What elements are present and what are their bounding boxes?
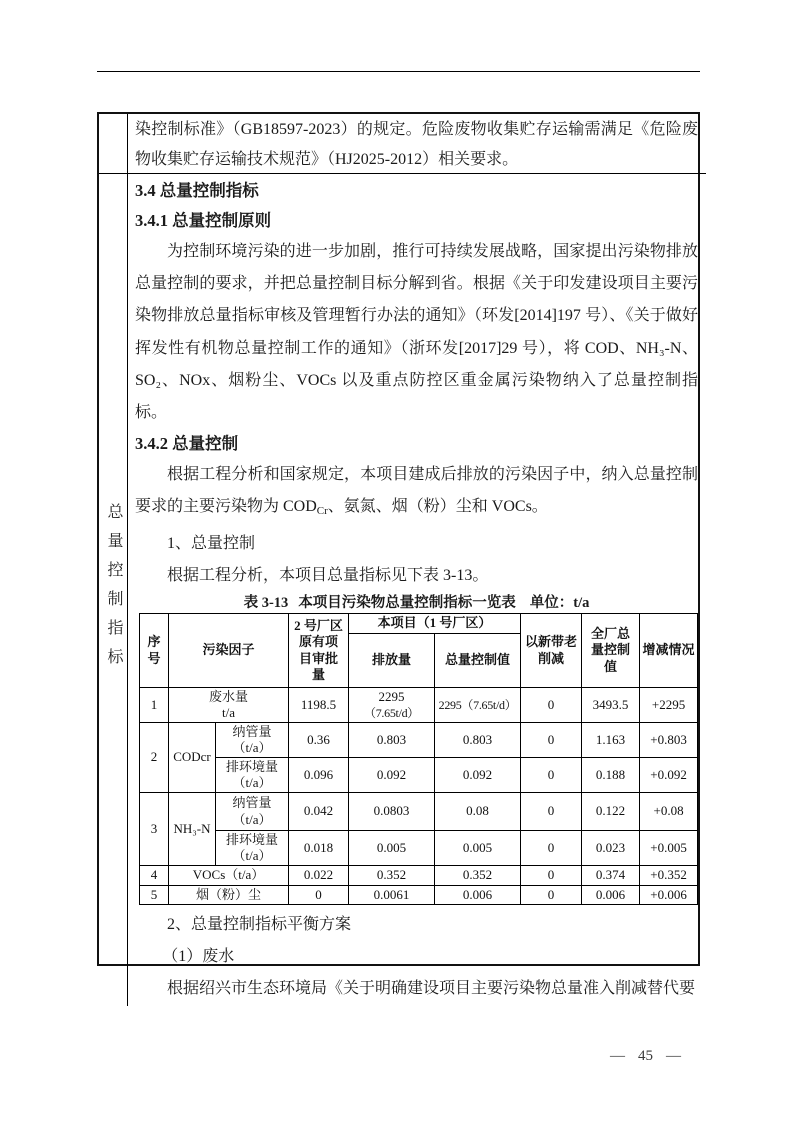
- r3b-control: 0.005: [435, 831, 521, 866]
- r2a-offset: 0: [521, 723, 582, 758]
- r5-emission: 0.0061: [349, 886, 435, 905]
- r5-seq: 5: [140, 886, 169, 905]
- r2a-emission: 0.803: [349, 723, 435, 758]
- r5-factor: 烟（粉）尘: [169, 886, 289, 905]
- r1-emission: [349, 688, 435, 723]
- r3b-plant-total: 0.023: [582, 831, 640, 866]
- r3a-type: 纳管量（t/a）: [216, 793, 289, 831]
- page-number-value: 45: [638, 1048, 653, 1064]
- sidebar-cell: [99, 174, 128, 1006]
- table-row-nh3n-pipe: [140, 793, 698, 831]
- header-project-group: 本项目（1 号厂区）: [349, 614, 521, 634]
- r2b-emission: 0.092: [349, 758, 435, 793]
- heading-3-4-2: 3.4.2 总量控制: [135, 434, 239, 454]
- r5-control: 0.006: [435, 886, 521, 905]
- r3b-approved: 0.018: [289, 831, 349, 866]
- r3a-plant-total: 0.122: [582, 793, 640, 831]
- r1-factor-name: 废水量: [209, 688, 249, 704]
- table-row-nh3n-env: [140, 831, 698, 866]
- r3a-approved: 0.042: [289, 793, 349, 831]
- r2a-approved: 0.36: [289, 723, 349, 758]
- list-item-1: 1、总量控制: [167, 534, 256, 552]
- r3-name: NH₃-N: [169, 793, 216, 866]
- r2a-change: +0.803: [640, 723, 698, 758]
- r1-emission-daily: （7.65t/d）: [364, 706, 419, 721]
- r5-change: +0.006: [640, 886, 698, 905]
- r1-factor: [169, 688, 289, 723]
- paragraph-total-control-tail: 、氨氮、烟（粉）尘和 VOCs。: [327, 498, 548, 516]
- page-number-dash-left: —: [610, 1048, 625, 1064]
- header-approved: 2 号厂区原有项目审批量: [289, 614, 349, 688]
- r4-offset: 0: [521, 866, 582, 886]
- heading-3-4-1: 3.4.1 总量控制原则: [135, 211, 272, 230]
- r3b-change: +0.005: [640, 831, 698, 866]
- outer-cell-top-left: [99, 114, 128, 174]
- r3b-type: 排环境量（t/a）: [216, 831, 289, 866]
- table-3-13-caption: [135, 594, 698, 612]
- page-number-dash-right: —: [666, 1048, 681, 1064]
- r3a-change: +0.08: [640, 793, 698, 831]
- table-3-13: [139, 613, 698, 905]
- r3a-emission: 0.0803: [349, 793, 435, 831]
- r1-approved: 1198.5: [289, 688, 349, 723]
- r1-offset: 0: [521, 688, 582, 723]
- header-emission: 排放量: [349, 634, 435, 688]
- r4-factor: VOCs（t/a）: [169, 866, 289, 886]
- r1-plant-total: 3493.5: [582, 688, 640, 723]
- table-row-wastewater: [140, 688, 698, 723]
- table-row-dust: [140, 886, 698, 905]
- r1-factor-unit: t/a: [222, 705, 235, 721]
- outer-layout-table: [97, 112, 700, 998]
- table-title-text: 本项目污染物总量控制指标一览表: [298, 595, 516, 612]
- r1-change: +2295: [640, 688, 698, 723]
- r3-seq: 3: [140, 793, 169, 866]
- table-row-codcr-pipe: [140, 723, 698, 758]
- r2-name: CODcr: [169, 723, 216, 793]
- table-unit-label: 单位：t/a: [529, 595, 590, 612]
- r4-approved: 0.022: [289, 866, 349, 886]
- r2b-type: 排环境量（t/a）: [216, 758, 289, 793]
- paragraph-principle: 为控制环境污染的进一步加剧，推行可持续发展战略，国家提出污染物排放总量控制的要求，并把总量控制目标分解到省。根据《关于印发建设项目主要污染物排放总量指标审核及管理暂行办法的通知》（环发[2014]197 号）、《关于做好挥发性有机物总量控制工作的通知》（浙环发[2017]29 号），将 COD、NH₃-N、SO₂、NOx、烟粉尘、VOCs 以及重点防控区重金属污染物纳入了总量控制指标。: [135, 243, 699, 422]
- list-item-2: 2、总量控制指标平衡方案: [167, 916, 352, 934]
- r3b-emission: 0.005: [349, 831, 435, 866]
- r2b-change: +0.092: [640, 758, 698, 793]
- r4-plant-total: 0.374: [582, 866, 640, 886]
- page-number: [610, 1048, 681, 1065]
- list-item-2-1: （1）废水: [162, 948, 235, 966]
- r1-control: 2295（7.65t/d）: [435, 688, 521, 723]
- r2a-control: 0.803: [435, 723, 521, 758]
- header-control: 总量控制值: [435, 634, 521, 688]
- r2a-plant-total: 1.163: [582, 723, 640, 758]
- table-number: 表 3-13: [243, 595, 289, 612]
- page-header-rule: [97, 71, 700, 72]
- r5-offset: 0: [521, 886, 582, 905]
- r2a-type: 纳管量（t/a）: [216, 723, 289, 758]
- cod-cr-subscript: Cr: [316, 505, 328, 518]
- r3b-offset: 0: [521, 831, 582, 866]
- header-seq: 序号: [140, 614, 169, 688]
- outer-cell-top-content: [128, 114, 706, 174]
- r3a-control: 0.08: [435, 793, 521, 831]
- table-intro-line: 根据工程分析，本项目总量指标见下表 3-13。: [167, 566, 489, 584]
- r3a-offset: 0: [521, 793, 582, 831]
- paragraph-total-control-text: 根据工程分析和国家规定，本项目建成后排放的污染因子中，纳入总量控制要求的主要污染物为 COD: [135, 466, 699, 516]
- r2-seq: 2: [140, 723, 169, 793]
- header-factor: 污染因子: [169, 614, 289, 688]
- table-row-vocs: [140, 866, 698, 886]
- r5-approved: 0: [289, 886, 349, 905]
- table-header-row-1: [140, 614, 698, 634]
- paragraph-tail: 根据绍兴市生态环境局《关于明确建设项目主要污染物总量准入削减替代要: [167, 980, 696, 998]
- heading-3-4: 3.4 总量控制指标: [135, 181, 259, 200]
- r4-seq: 4: [140, 866, 169, 886]
- r4-emission: 0.352: [349, 866, 435, 886]
- r2b-plant-total: 0.188: [582, 758, 640, 793]
- r4-control: 0.352: [435, 866, 521, 886]
- carryover-paragraph: 染控制标准》（GB18597-2023）的规定。危险废物收集贮存运输需满足《危险废物收集贮存运输技术规范》（HJ2025-2012）相关要求。: [135, 121, 699, 168]
- sidebar-vertical-label: 总量控制指标: [105, 502, 122, 677]
- r2b-control: 0.092: [435, 758, 521, 793]
- paragraph-total-control: [135, 459, 698, 527]
- header-change: 增减情况: [640, 614, 698, 688]
- r2b-approved: 0.096: [289, 758, 349, 793]
- r1-seq: 1: [140, 688, 169, 723]
- r5-plant-total: 0.006: [582, 886, 640, 905]
- main-content-cell: [128, 174, 706, 1006]
- r2b-offset: 0: [521, 758, 582, 793]
- header-offset: 以新带老削减: [521, 614, 582, 688]
- r1-emission-value: 2295: [378, 688, 405, 704]
- r4-change: +0.352: [640, 866, 698, 886]
- table-row-codcr-env: [140, 758, 698, 793]
- header-plant-total: 全厂总量控制值: [582, 614, 640, 688]
